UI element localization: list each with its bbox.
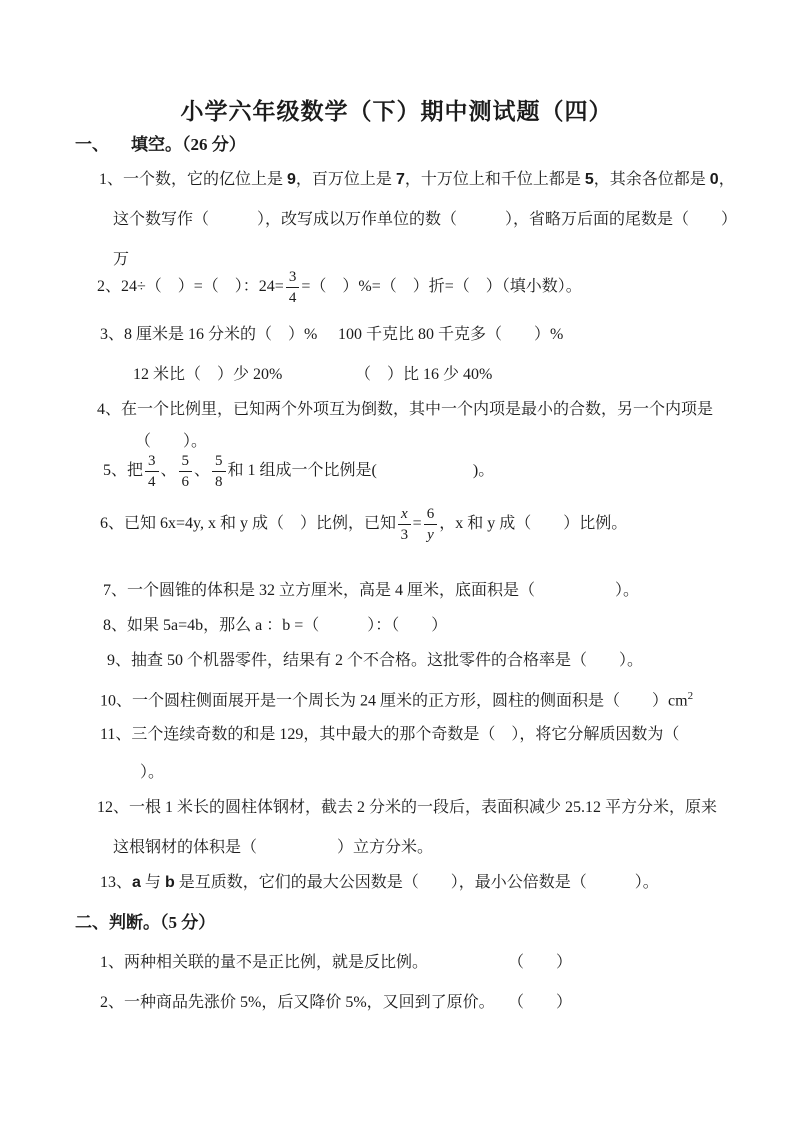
digit-value: 5: [584, 171, 594, 188]
q9-line: 9、抽查 50 个机器零件，结果有 2 个不合格。这批零件的合格率是（ ）。: [107, 652, 644, 669]
fraction-denominator: 6: [181, 474, 190, 490]
fraction-numerator: x: [398, 505, 411, 525]
question-text: 6、已知 6x=4y, x 和 y 成（ ）比例，已知: [100, 515, 396, 533]
question-text: 与: [140, 874, 165, 891]
fraction: [424, 505, 438, 544]
fraction: [145, 452, 159, 491]
digit-value: 0: [709, 171, 719, 188]
q6-line: [100, 505, 627, 544]
fraction: [286, 268, 300, 307]
q3-line-1: [100, 322, 740, 348]
question-text: 13、: [100, 874, 133, 891]
fraction: [179, 452, 193, 491]
fraction-denominator: 4: [148, 474, 156, 490]
q7-line: 7、一个圆锥的体积是 32 立方厘米，高是 4 厘米，底面积是（ ）。: [103, 582, 640, 599]
fraction-denominator: 3: [400, 527, 409, 543]
fraction-numerator: 3: [286, 268, 300, 288]
q12-line-2: 这根钢材的体积是（ ）立方分米。: [113, 839, 434, 856]
q13-line: [100, 870, 659, 896]
q1-line-1: [99, 167, 735, 193]
question-text: 3、8 厘米是 16 分米的（ ）%: [100, 326, 318, 343]
q3-line-2: [133, 362, 733, 388]
fraction-denominator: 8: [215, 474, 223, 490]
question-text: 2、一种商品先涨价 5%，后又降价 5%，又回到了原价。: [100, 994, 495, 1011]
section-2-title: 判断。（5 分）: [109, 913, 216, 932]
fraction-denominator: y: [427, 527, 434, 543]
q11-line-1: 11、三个连续奇数的和是 129，其中最大的那个奇数是（ ），将它分解质因数为（: [100, 726, 680, 743]
fraction-numerator: 3: [145, 452, 159, 472]
section-2-heading: [75, 910, 215, 936]
q1-line-2: 这个数写作（ ），改写成以万作单位的数（ ），省略万后面的尾数是（ ）: [113, 211, 738, 228]
q8-line: 8、如果 5a=4b，那么 a ：b =（ ）：（ ）: [103, 617, 448, 634]
q2-line: [97, 268, 582, 307]
question-text: ，其余各位都是: [593, 171, 710, 188]
section-1-number: 一、: [75, 135, 109, 154]
question-text: ，百万位上是: [295, 171, 396, 188]
section-1-title: 填空。（26 分）: [131, 135, 246, 154]
q1-line-3: 万: [113, 251, 130, 268]
exam-title: 小学六年级数学（下）期中测试题（四）: [180, 99, 613, 124]
digit-value: 7: [395, 171, 405, 188]
equals-sign: =: [412, 515, 422, 533]
fraction-numerator: 5: [179, 452, 193, 472]
question-text: ，: [718, 171, 735, 188]
fraction: [398, 505, 411, 544]
section-2-number: 二、: [75, 913, 109, 932]
fraction-numerator: 6: [424, 505, 438, 525]
fraction-denominator: 4: [288, 290, 297, 306]
question-text: =（ ）%=（ ）折=（ ）（填小数）。: [301, 278, 582, 296]
question-text: 和 1 组成一个比例是( )。: [227, 462, 495, 480]
answer-blank: （ ）: [508, 994, 573, 1011]
question-text: 100 千克比 80 千克多（ ）%: [338, 326, 564, 343]
question-text: 1、一个数，它的亿位上是: [99, 171, 288, 188]
question-text: ，十万位上和千位上都是: [404, 171, 585, 188]
fraction: [212, 452, 226, 491]
question-text: 、: [194, 462, 211, 480]
question-text: 10、一个圆柱侧面展开是一个周长为 24 厘米的正方形，圆柱的侧面积是（ ）cm: [100, 692, 688, 710]
q5-line: [103, 452, 494, 491]
variable-b: b: [164, 874, 175, 891]
digit-value: 9: [287, 171, 296, 188]
answer-blank: （ ）: [508, 954, 573, 971]
q12-line-1: 12、一根 1 米长的圆柱体钢材，截去 2 分米的一段后，表面积减少 25.12 平方分米，原来: [97, 799, 718, 816]
q11-line-2: ）。: [140, 764, 165, 781]
question-text: 是互质数，它们的最大公因数是（ ），最小公倍数是（ ）。: [174, 874, 659, 891]
question-text: 5、把: [103, 462, 144, 480]
q4-line-1: 4、在一个比例里，已知两个外项互为倒数，其中一个内项是最小的合数，另一个内项是: [97, 401, 714, 418]
question-text: 、: [160, 462, 177, 480]
question-text: 2、24÷（ ）=（ ）：24=: [97, 278, 284, 296]
variable-a: a: [132, 874, 141, 891]
q4-line-2: （ ）。: [135, 433, 208, 450]
question-text: 1、两种相关联的量不是正比例，就是反比例。: [100, 954, 429, 971]
question-text: （ ）比 16 少 40%: [355, 366, 493, 383]
question-text: 12 米比（ ）少 20%: [133, 366, 283, 383]
q10-line: [100, 683, 693, 714]
superscript-exponent: 2: [687, 690, 694, 702]
question-text: ，x 和 y 成（ ）比例。: [439, 515, 628, 533]
fraction-numerator: 5: [212, 452, 226, 472]
s2-q1-line: [100, 950, 740, 976]
s2-q2-line: [100, 990, 740, 1016]
section-1-heading: [75, 132, 246, 158]
